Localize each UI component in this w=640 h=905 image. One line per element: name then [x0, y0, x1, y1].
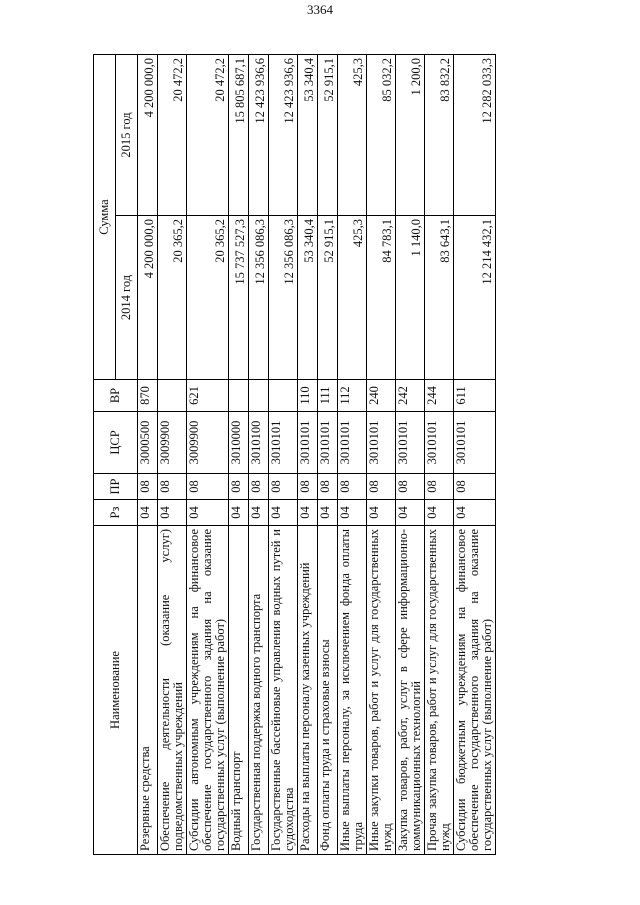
row-name: Резервные средства: [138, 526, 158, 855]
row-value-2015: 12 423 936,6: [269, 55, 298, 216]
row-vr: [158, 380, 187, 412]
row-vr: 240: [367, 380, 396, 412]
row-name: Государственная поддержка водного транспорта: [249, 526, 269, 855]
row-value-2014: 12 356 086,3: [249, 216, 269, 380]
row-pr: 08: [367, 474, 396, 500]
row-csr: 3010000: [229, 412, 249, 474]
row-value-2014: 52 915,1: [318, 216, 338, 380]
row-rz: 04: [367, 500, 396, 526]
row-value-2014: 12 356 086,3: [269, 216, 298, 380]
row-csr: 3010100: [249, 412, 269, 474]
table-row: [298, 55, 318, 855]
row-value-2015: 12 423 936,6: [249, 55, 269, 216]
row-vr: [269, 380, 298, 412]
row-vr: 242: [396, 380, 425, 412]
row-rz: 04: [187, 500, 229, 526]
row-vr: [229, 380, 249, 412]
row-csr: 3009900: [158, 412, 187, 474]
row-vr: 870: [138, 380, 158, 412]
header-pr: ПР: [94, 474, 138, 500]
row-rz: 04: [454, 500, 496, 526]
table-row: [367, 55, 396, 855]
row-name: Субсидии автономным учреждениям на финансовое обеспечение государственного задания на оказание государственных услуг (выполнение работ): [187, 526, 229, 855]
row-name: Государственные бассейновые управления водных путей и судоходства: [269, 526, 298, 855]
row-name: Обеспечение деятельности (оказание услуг) подведомственных учреждений: [158, 526, 187, 855]
header-rz: Рз: [94, 500, 138, 526]
row-pr: 08: [187, 474, 229, 500]
row-name: Иные закупки товаров, работ и услуг для государственных нужд: [367, 526, 396, 855]
row-value-2014: 53 340,4: [298, 216, 318, 380]
row-pr: 08: [338, 474, 367, 500]
row-name: Закупка товаров, работ, услуг в сфере информационно-коммуникационных технологий: [396, 526, 425, 855]
table-row: [158, 55, 187, 855]
row-value-2015: 15 805 687,1: [229, 55, 249, 216]
row-csr: 3010101: [396, 412, 425, 474]
row-vr: 611: [454, 380, 496, 412]
row-csr: 3010101: [318, 412, 338, 474]
row-vr: [249, 380, 269, 412]
row-vr: 621: [187, 380, 229, 412]
row-rz: 04: [158, 500, 187, 526]
page-number: 3364: [307, 2, 333, 17]
header-name: Наименование: [94, 526, 138, 855]
row-rz: 04: [269, 500, 298, 526]
row-value-2014: 12 214 432,1: [454, 216, 496, 380]
row-csr: 3000500: [138, 412, 158, 474]
row-csr: 3010101: [269, 412, 298, 474]
table-row: [229, 55, 249, 855]
row-value-2015: 53 340,4: [298, 55, 318, 216]
row-rz: 04: [249, 500, 269, 526]
header-csr: ЦСР: [94, 412, 138, 474]
table-row: [396, 55, 425, 855]
table-row: [454, 55, 496, 855]
row-rz: 04: [298, 500, 318, 526]
row-value-2014: 20 365,2: [158, 216, 187, 380]
row-rz: 04: [338, 500, 367, 526]
row-vr: 244: [425, 380, 454, 412]
row-pr: 08: [318, 474, 338, 500]
row-name: Водный транспорт: [229, 526, 249, 855]
row-pr: 08: [249, 474, 269, 500]
table-row: [187, 55, 229, 855]
row-value-2015: 83 832,2: [425, 55, 454, 216]
table-body: [138, 55, 496, 855]
header-vr: ВР: [94, 380, 138, 412]
row-csr: 3009900: [187, 412, 229, 474]
row-value-2015: 12 282 033,3: [454, 55, 496, 216]
row-value-2015: 20 472,2: [158, 55, 187, 216]
row-name: Иные выплаты персоналу, за исключением фонда оплаты труда: [338, 526, 367, 855]
header-2014: 2014 год: [116, 216, 138, 380]
row-name: Прочая закупка товаров, работ и услуг для государственных нужд: [425, 526, 454, 855]
row-value-2015: 4 200 000,0: [138, 55, 158, 216]
row-pr: 08: [425, 474, 454, 500]
row-csr: 3010101: [298, 412, 318, 474]
table-row: [318, 55, 338, 855]
table-row: [338, 55, 367, 855]
rotated-table-container: [93, 55, 583, 855]
row-csr: 3010101: [367, 412, 396, 474]
row-name: Субсидии бюджетным учреждениям на финансовое обеспечение государственного задания на оказание государственных услуг (выполнение работ): [454, 526, 496, 855]
row-pr: 08: [138, 474, 158, 500]
row-vr: 111: [318, 380, 338, 412]
header-sum: Сумма: [94, 55, 116, 380]
row-value-2014: 425,3: [338, 216, 367, 380]
row-rz: 04: [229, 500, 249, 526]
row-vr: 112: [338, 380, 367, 412]
row-pr: 08: [229, 474, 249, 500]
table-header: [94, 55, 138, 855]
row-value-2015: 20 472,2: [187, 55, 229, 216]
row-value-2015: 425,3: [338, 55, 367, 216]
row-rz: 04: [318, 500, 338, 526]
row-pr: 08: [298, 474, 318, 500]
row-value-2015: 1 200,0: [396, 55, 425, 216]
row-value-2014: 1 140,0: [396, 216, 425, 380]
row-csr: 3010101: [454, 412, 496, 474]
table-row: [249, 55, 269, 855]
row-pr: 08: [269, 474, 298, 500]
row-value-2015: 85 032,2: [367, 55, 396, 216]
row-pr: 08: [454, 474, 496, 500]
row-vr: 110: [298, 380, 318, 412]
row-csr: 3010101: [425, 412, 454, 474]
row-value-2014: 20 365,2: [187, 216, 229, 380]
row-name: Фонд оплаты труда и страховые взносы: [318, 526, 338, 855]
table-row: [138, 55, 158, 855]
row-value-2014: 83 643,1: [425, 216, 454, 380]
row-csr: 3010101: [338, 412, 367, 474]
row-pr: 08: [158, 474, 187, 500]
row-rz: 04: [138, 500, 158, 526]
row-value-2014: 84 783,1: [367, 216, 396, 380]
row-name: Расходы на выплаты персоналу казенных учреждений: [298, 526, 318, 855]
row-value-2014: 15 737 527,3: [229, 216, 249, 380]
header-2015: 2015 год: [116, 55, 138, 216]
table-row: [269, 55, 298, 855]
budget-table: [93, 54, 496, 855]
row-value-2014: 4 200 000,0: [138, 216, 158, 380]
row-rz: 04: [425, 500, 454, 526]
table-row: [425, 55, 454, 855]
row-pr: 08: [396, 474, 425, 500]
row-value-2015: 52 915,1: [318, 55, 338, 216]
row-rz: 04: [396, 500, 425, 526]
